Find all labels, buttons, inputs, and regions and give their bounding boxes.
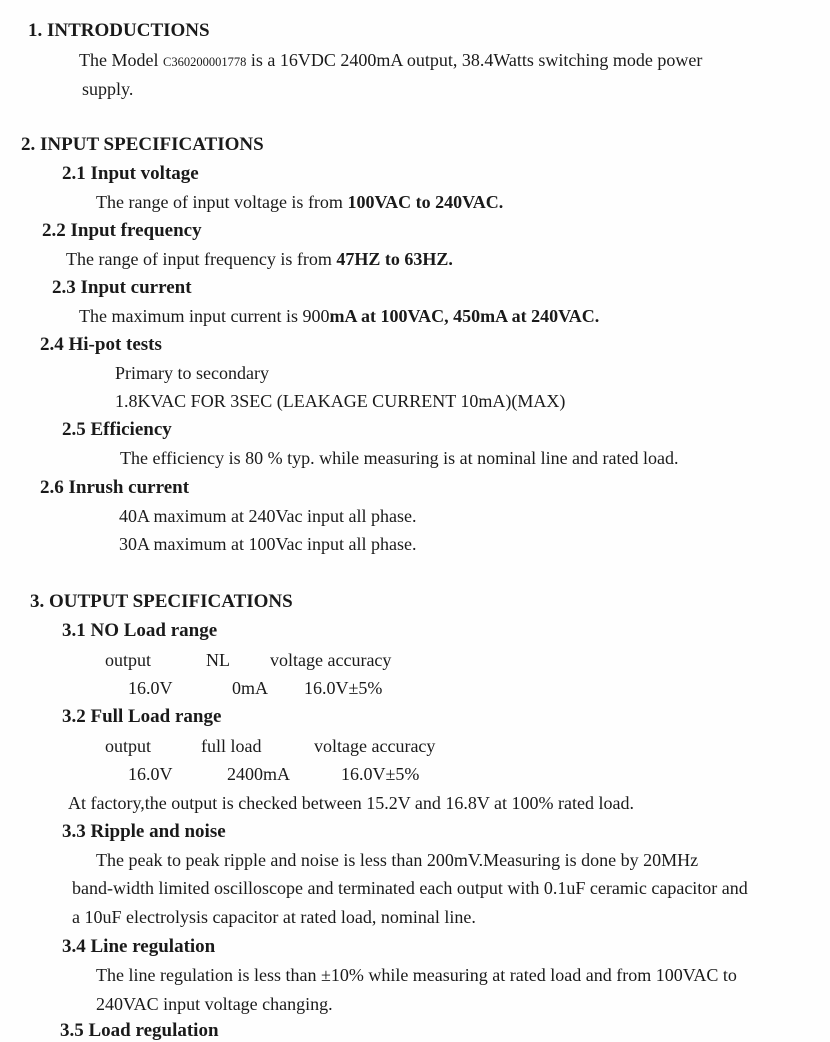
- subsection-3-3-title: 3.3 Ripple and noise: [62, 821, 226, 842]
- ripple-line-2: band-width limited oscilloscope and terminated each output with 0.1uF ceramic capacitor and: [72, 878, 748, 898]
- ripple-line-1: The peak to peak ripple and noise is less than 200mV.Measuring is done by 20MHz: [96, 850, 699, 870]
- full-load-value-accuracy: 16.0V±5%: [341, 764, 420, 784]
- inrush-line-2: 30A maximum at 100Vac input all phase.: [119, 534, 417, 554]
- input-voltage-text: [96, 191, 503, 213]
- model-number: C360200001778: [162, 55, 247, 69]
- line-regulation-line-1: The line regulation is less than ±10% while measuring at rated load and from 100VAC to: [96, 965, 737, 985]
- factory-check-note: At factory,the output is checked between 15.2V and 16.8V at 100% rated load.: [68, 793, 635, 813]
- no-load-header-nl: NL: [206, 650, 230, 670]
- section-3-heading: 3. OUTPUT SPECIFICATIONS: [30, 591, 293, 612]
- subsection-2-4-title: 2.4 Hi-pot tests: [40, 334, 162, 355]
- hipot-line-2: 1.8KVAC FOR 3SEC (LEAKAGE CURRENT 10mA)(MAX): [115, 391, 566, 411]
- input-current-text: [79, 305, 599, 327]
- inrush-line-1: 40A maximum at 240Vac input all phase.: [119, 506, 417, 526]
- full-load-header-output: output: [105, 736, 152, 756]
- full-load-header-accuracy: voltage accuracy: [314, 736, 436, 756]
- input-voltage-range: 100VAC to 240VAC.: [347, 192, 504, 212]
- subsection-2-2-title: 2.2 Input frequency: [42, 220, 202, 241]
- section-1-heading: 1. INTRODUCTIONS: [28, 20, 210, 41]
- intro-text-a: The Model: [79, 50, 163, 70]
- subsection-3-5-title-cut-off: 3.5 Load regulation: [60, 1020, 219, 1041]
- input-frequency-desc: The range of input frequency is from: [66, 249, 337, 269]
- no-load-header-accuracy: voltage accuracy: [270, 650, 392, 670]
- input-voltage-desc: The range of input voltage is from: [96, 192, 348, 212]
- section-2-heading: 2. INPUT SPECIFICATIONS: [21, 134, 264, 155]
- subsection-2-5-title: 2.5 Efficiency: [62, 419, 172, 440]
- no-load-value-nl: 0mA: [232, 678, 268, 698]
- line-regulation-line-2: 240VAC input voltage changing.: [96, 994, 333, 1014]
- full-load-header-load: full load: [201, 736, 262, 756]
- efficiency-text: The efficiency is 80 % typ. while measuring is at nominal line and rated load.: [120, 448, 679, 468]
- subsection-3-1-title: 3.1 NO Load range: [62, 620, 218, 641]
- full-load-value-output: 16.0V: [128, 764, 173, 784]
- subsection-3-4-title: 3.4 Line regulation: [62, 936, 216, 957]
- input-current-desc: The maximum input current is 900: [79, 306, 330, 326]
- subsection-3-2-title: 3.2 Full Load range: [62, 706, 222, 727]
- input-frequency-text: [66, 248, 453, 270]
- subsection-2-3-title: 2.3 Input current: [52, 277, 192, 298]
- full-load-value-load: 2400mA: [227, 764, 290, 784]
- hipot-line-1: Primary to secondary: [115, 363, 269, 383]
- intro-line-1: [79, 49, 702, 73]
- no-load-value-accuracy: 16.0V±5%: [304, 678, 383, 698]
- input-frequency-range: 47HZ to 63HZ.: [336, 249, 453, 269]
- input-current-values: mA at 100VAC, 450mA at 240VAC.: [329, 306, 600, 326]
- subsection-2-1-title: 2.1 Input voltage: [62, 163, 199, 184]
- no-load-value-output: 16.0V: [128, 678, 173, 698]
- no-load-header-output: output: [105, 650, 152, 670]
- intro-line-2: supply.: [82, 79, 134, 99]
- intro-text-b: is a 16VDC 2400mA output, 38.4Watts switching mode power: [246, 50, 703, 70]
- ripple-line-3: a 10uF electrolysis capacitor at rated load, nominal line.: [72, 907, 476, 927]
- subsection-2-6-title: 2.6 Inrush current: [40, 477, 190, 498]
